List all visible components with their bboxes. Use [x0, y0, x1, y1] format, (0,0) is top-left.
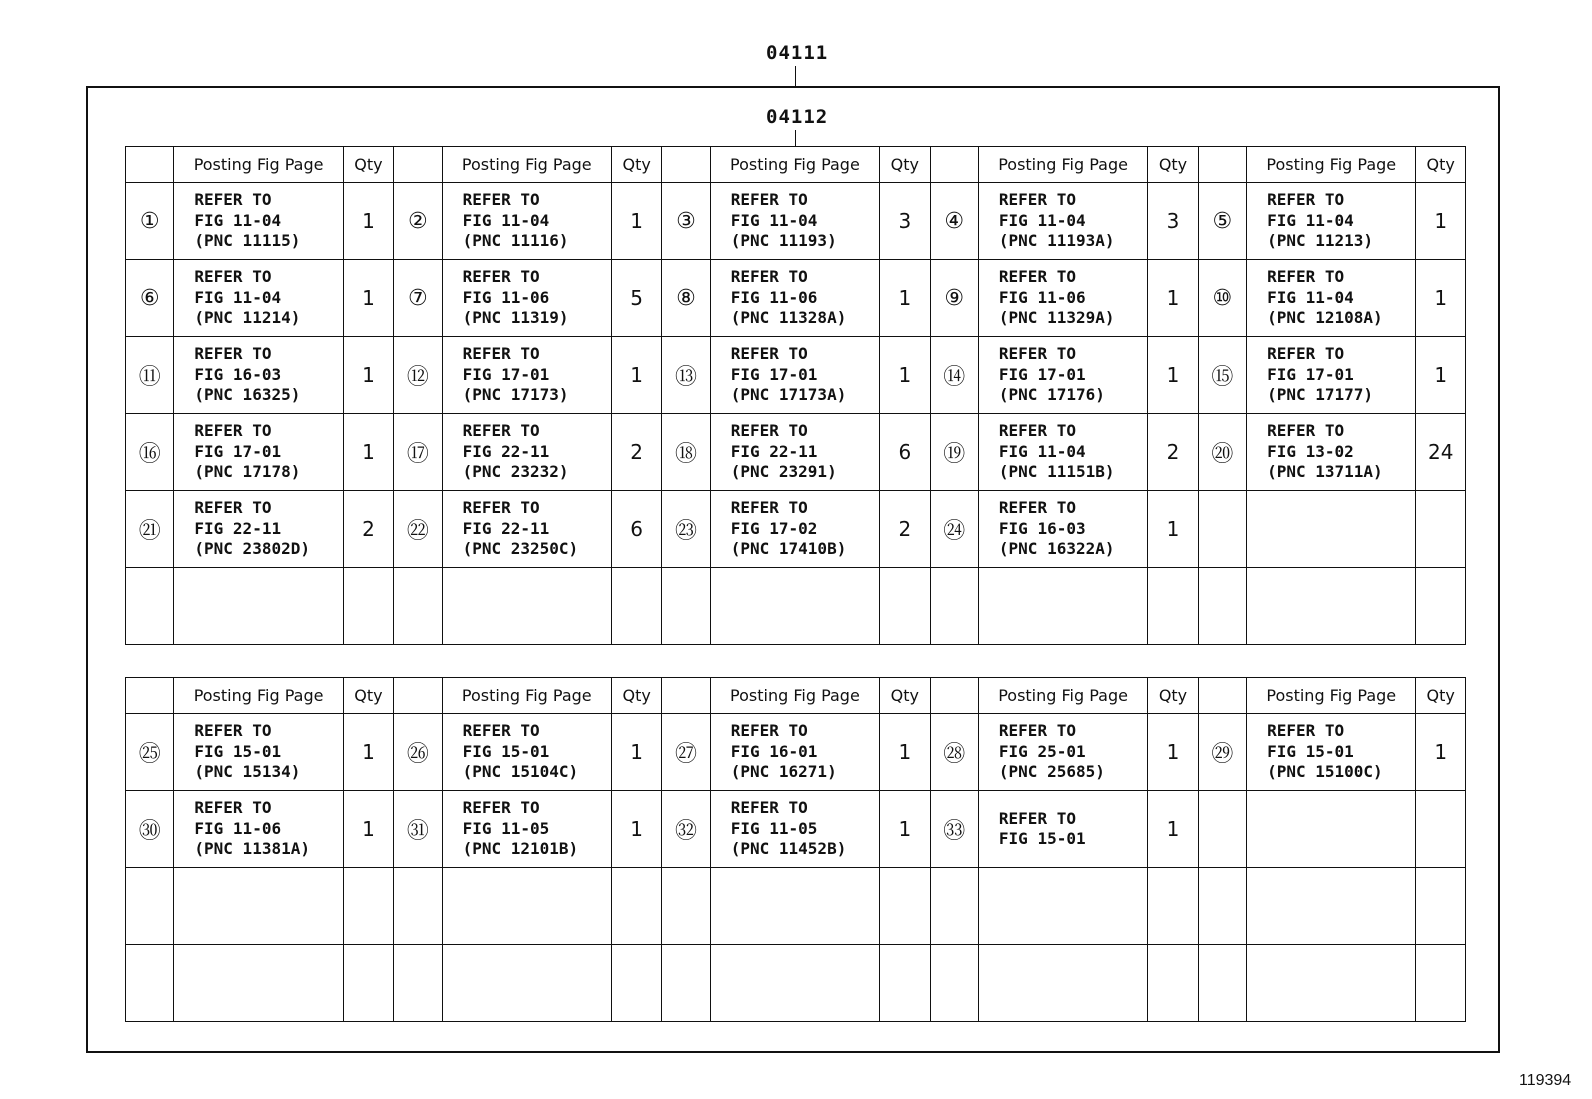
reference-fig: FIG 15-01 [998, 829, 1086, 848]
table-row [126, 791, 1466, 868]
item-qty: 1 [880, 791, 930, 868]
posting-reference [710, 337, 879, 414]
table-row [126, 868, 1466, 945]
posting-reference [1247, 491, 1416, 568]
reference-refer: REFER TO [1267, 344, 1345, 364]
item-qty: 2 [880, 491, 930, 568]
reference-pnc: (PNC 16325) [194, 385, 301, 405]
reference-pnc: (PNC 11319) [462, 308, 569, 328]
header-number-cell [394, 678, 442, 714]
header-number-cell [662, 147, 710, 183]
reference-pnc: (PNC 17410B) [730, 539, 847, 559]
posting-reference [442, 945, 611, 1022]
sub-kit-number-label: 04112 [766, 106, 829, 128]
parts-table-upper [125, 146, 1466, 645]
posting-reference [978, 868, 1147, 945]
posting-reference [1247, 183, 1416, 260]
item-number: ⑲ [930, 414, 978, 491]
item-number [1198, 868, 1246, 945]
item-number: ㉛ [394, 791, 442, 868]
item-qty: 1 [1148, 714, 1198, 791]
reference-pnc: (PNC 17178) [194, 462, 301, 482]
header-qty: Qty [880, 147, 930, 183]
item-number: ⑭ [930, 337, 978, 414]
reference-fig: FIG 17-02 [730, 518, 818, 538]
header-number-cell [1198, 678, 1246, 714]
reference-pnc: (PNC 11328A) [730, 308, 847, 328]
posting-reference [174, 945, 343, 1022]
item-qty: 1 [1148, 337, 1198, 414]
reference-pnc: (PNC 23232) [462, 462, 569, 482]
reference-refer: REFER TO [1267, 267, 1345, 287]
header-posting-fig-page: Posting Fig Page [174, 678, 343, 714]
posting-reference [710, 183, 879, 260]
posting-reference [1247, 337, 1416, 414]
item-number: ㉜ [662, 791, 710, 868]
posting-reference [978, 568, 1147, 645]
item-number: ⑥ [126, 260, 174, 337]
reference-fig: FIG 17-01 [194, 441, 282, 461]
posting-reference [1247, 414, 1416, 491]
table-row [126, 414, 1466, 491]
reference-fig: FIG 13-02 [1267, 441, 1354, 461]
item-qty: 2 [343, 491, 393, 568]
item-number [662, 945, 710, 1022]
reference-pnc: (PNC 15104C) [462, 762, 579, 782]
reference-refer: REFER TO [998, 190, 1076, 210]
reference-refer: REFER TO [998, 267, 1076, 287]
item-number: ㉑ [126, 491, 174, 568]
item-qty: 1 [343, 183, 393, 260]
item-number: ⑩ [1198, 260, 1246, 337]
reference-fig: FIG 11-06 [462, 287, 550, 307]
reference-pnc: (PNC 16322A) [998, 539, 1115, 559]
item-qty: 2 [1148, 414, 1198, 491]
item-qty [880, 568, 930, 645]
item-qty [1148, 568, 1198, 645]
header-qty: Qty [343, 147, 393, 183]
posting-reference [710, 714, 879, 791]
posting-reference [174, 791, 343, 868]
posting-reference [442, 337, 611, 414]
reference-refer: REFER TO [730, 421, 808, 441]
item-number: ㉗ [662, 714, 710, 791]
posting-reference [710, 945, 879, 1022]
item-number: ⑧ [662, 260, 710, 337]
reference-refer: REFER TO [462, 267, 540, 287]
item-number: ⑬ [662, 337, 710, 414]
reference-refer: REFER TO [194, 498, 272, 518]
header-posting-fig-page: Posting Fig Page [442, 678, 611, 714]
posting-reference [1247, 260, 1416, 337]
item-qty: 1 [1416, 183, 1466, 260]
reference-fig: FIG 11-06 [998, 287, 1086, 307]
reference-refer: REFER TO [730, 267, 808, 287]
header-posting-fig-page: Posting Fig Page [1247, 147, 1416, 183]
reference-refer: REFER TO [998, 721, 1076, 741]
table-header-row [126, 678, 1466, 714]
posting-reference [1247, 945, 1416, 1022]
posting-reference [442, 868, 611, 945]
item-number: ㉔ [930, 491, 978, 568]
item-number [1198, 568, 1246, 645]
item-number: ④ [930, 183, 978, 260]
item-number [930, 568, 978, 645]
header-qty: Qty [880, 678, 930, 714]
reference-fig: FIG 11-05 [730, 818, 818, 838]
item-number: ㉕ [126, 714, 174, 791]
posting-reference [174, 260, 343, 337]
header-posting-fig-page: Posting Fig Page [710, 147, 879, 183]
reference-refer: REFER TO [730, 498, 808, 518]
item-number: ㉓ [662, 491, 710, 568]
table-row [126, 714, 1466, 791]
item-qty [343, 568, 393, 645]
item-number: ㉝ [930, 791, 978, 868]
reference-refer: REFER TO [1267, 421, 1345, 441]
reference-pnc: (PNC 11214) [194, 308, 301, 328]
reference-pnc: (PNC 11329A) [998, 308, 1115, 328]
item-number [394, 568, 442, 645]
item-number [1198, 491, 1246, 568]
reference-refer: REFER TO [462, 190, 540, 210]
reference-fig: FIG 17-01 [730, 364, 818, 384]
item-qty: 1 [343, 414, 393, 491]
item-qty: 6 [880, 414, 930, 491]
posting-reference [1247, 568, 1416, 645]
kit-number-label: 04111 [766, 42, 829, 64]
posting-reference [442, 714, 611, 791]
reference-refer: REFER TO [730, 721, 808, 741]
item-qty: 1 [880, 337, 930, 414]
kit-leader-line [795, 66, 796, 86]
reference-refer: REFER TO [462, 344, 540, 364]
header-qty: Qty [343, 678, 393, 714]
reference-refer: REFER TO [194, 190, 272, 210]
item-number [662, 568, 710, 645]
item-qty: 3 [1148, 183, 1198, 260]
item-number: ㉖ [394, 714, 442, 791]
reference-fig: FIG 17-01 [462, 364, 550, 384]
item-number: ⑳ [1198, 414, 1246, 491]
item-qty: 1 [343, 714, 393, 791]
reference-fig: FIG 15-01 [1267, 741, 1354, 761]
table-header-row [126, 147, 1466, 183]
posting-reference [978, 260, 1147, 337]
reference-fig: FIG 11-04 [1267, 287, 1354, 307]
parts-table-lower [125, 677, 1466, 1022]
item-number [930, 868, 978, 945]
posting-reference [1247, 714, 1416, 791]
reference-pnc: (PNC 15134) [194, 762, 301, 782]
reference-refer: REFER TO [998, 808, 1076, 828]
reference-refer: REFER TO [194, 267, 272, 287]
header-qty: Qty [611, 678, 661, 714]
item-number [126, 568, 174, 645]
table-row [126, 568, 1466, 645]
reference-fig: FIG 17-01 [998, 364, 1086, 384]
reference-pnc: (PNC 11213) [1267, 231, 1374, 251]
item-qty: 1 [1416, 337, 1466, 414]
item-number: ⑦ [394, 260, 442, 337]
reference-pnc: (PNC 11151B) [998, 462, 1115, 482]
item-number: ⑪ [126, 337, 174, 414]
reference-refer: REFER TO [462, 421, 540, 441]
item-qty [611, 868, 661, 945]
posting-reference [1247, 868, 1416, 945]
item-qty [1416, 491, 1466, 568]
reference-fig: FIG 11-06 [730, 287, 818, 307]
reference-fig: FIG 11-04 [194, 210, 282, 230]
reference-pnc: (PNC 17173) [462, 385, 569, 405]
posting-reference [978, 714, 1147, 791]
reference-refer: REFER TO [194, 721, 272, 741]
posting-reference [174, 491, 343, 568]
posting-reference [174, 337, 343, 414]
illustration-code: 119394 [1519, 1072, 1572, 1089]
reference-fig: FIG 15-01 [462, 741, 550, 761]
item-qty: 3 [880, 183, 930, 260]
header-posting-fig-page: Posting Fig Page [710, 678, 879, 714]
item-number [1198, 791, 1246, 868]
posting-reference [710, 568, 879, 645]
item-number: ⑫ [394, 337, 442, 414]
header-qty: Qty [1416, 678, 1466, 714]
posting-reference [442, 183, 611, 260]
item-number: ㉒ [394, 491, 442, 568]
item-number: ② [394, 183, 442, 260]
item-number: ⑯ [126, 414, 174, 491]
item-qty [1148, 868, 1198, 945]
reference-refer: REFER TO [1267, 190, 1345, 210]
item-number: ⑨ [930, 260, 978, 337]
item-qty: 24 [1416, 414, 1466, 491]
reference-fig: FIG 11-04 [998, 210, 1086, 230]
reference-pnc: (PNC 23291) [730, 462, 837, 482]
reference-refer: REFER TO [730, 190, 808, 210]
reference-refer: REFER TO [998, 498, 1076, 518]
header-number-cell [394, 147, 442, 183]
item-qty: 1 [343, 791, 393, 868]
item-qty [880, 945, 930, 1022]
table-row [126, 183, 1466, 260]
reference-fig: FIG 11-04 [730, 210, 818, 230]
item-number: ㉙ [1198, 714, 1246, 791]
item-qty: 1 [611, 183, 661, 260]
item-number: ⑱ [662, 414, 710, 491]
table-row [126, 945, 1466, 1022]
item-qty [1416, 791, 1466, 868]
reference-pnc: (PNC 11381A) [194, 839, 310, 859]
reference-refer: REFER TO [194, 798, 272, 818]
posting-reference [978, 183, 1147, 260]
reference-pnc: (PNC 11193) [730, 231, 837, 251]
header-posting-fig-page: Posting Fig Page [442, 147, 611, 183]
header-qty: Qty [1416, 147, 1466, 183]
item-number: ㉘ [930, 714, 978, 791]
reference-fig: FIG 16-03 [998, 518, 1086, 538]
posting-reference [174, 714, 343, 791]
reference-pnc: (PNC 15100C) [1267, 762, 1383, 782]
item-number: ⑤ [1198, 183, 1246, 260]
reference-pnc: (PNC 17176) [998, 385, 1105, 405]
item-qty [1416, 868, 1466, 945]
item-qty: 5 [611, 260, 661, 337]
reference-pnc: (PNC 11193A) [998, 231, 1115, 251]
reference-pnc: (PNC 23802D) [194, 539, 310, 559]
posting-reference [978, 491, 1147, 568]
item-number [126, 868, 174, 945]
posting-reference [174, 183, 343, 260]
reference-pnc: (PNC 13711A) [1267, 462, 1383, 482]
posting-reference [978, 945, 1147, 1022]
header-number-cell [662, 678, 710, 714]
item-qty [611, 568, 661, 645]
reference-pnc: (PNC 16271) [730, 762, 837, 782]
item-qty: 1 [343, 337, 393, 414]
reference-refer: REFER TO [194, 344, 272, 364]
reference-refer: REFER TO [1267, 721, 1345, 741]
posting-reference [710, 491, 879, 568]
header-number-cell [930, 147, 978, 183]
header-qty: Qty [611, 147, 661, 183]
reference-pnc: (PNC 17173A) [730, 385, 847, 405]
posting-reference [978, 337, 1147, 414]
posting-reference [710, 868, 879, 945]
reference-pnc: (PNC 11116) [462, 231, 569, 251]
header-posting-fig-page: Posting Fig Page [978, 678, 1147, 714]
header-posting-fig-page: Posting Fig Page [174, 147, 343, 183]
reference-fig: FIG 17-01 [1267, 364, 1354, 384]
posting-reference [174, 868, 343, 945]
header-posting-fig-page: Posting Fig Page [978, 147, 1147, 183]
posting-reference [710, 791, 879, 868]
reference-fig: FIG 11-04 [462, 210, 550, 230]
reference-refer: REFER TO [730, 798, 808, 818]
header-number-cell [1198, 147, 1246, 183]
header-number-cell [126, 678, 174, 714]
item-qty [1416, 945, 1466, 1022]
posting-reference [442, 568, 611, 645]
posting-reference [442, 491, 611, 568]
table-row [126, 491, 1466, 568]
item-number: ③ [662, 183, 710, 260]
reference-fig: FIG 11-04 [194, 287, 282, 307]
reference-fig: FIG 22-11 [462, 441, 550, 461]
reference-fig: FIG 22-11 [194, 518, 282, 538]
header-number-cell [930, 678, 978, 714]
reference-pnc: (PNC 12108A) [1267, 308, 1383, 328]
posting-reference [174, 568, 343, 645]
item-number [930, 945, 978, 1022]
posting-reference [1247, 791, 1416, 868]
item-qty: 1 [1148, 791, 1198, 868]
item-qty [343, 868, 393, 945]
item-qty: 1 [880, 714, 930, 791]
posting-reference [978, 791, 1147, 868]
item-qty [1416, 568, 1466, 645]
reference-refer: REFER TO [194, 421, 272, 441]
reference-fig: FIG 11-04 [1267, 210, 1354, 230]
reference-fig: FIG 11-06 [194, 818, 282, 838]
reference-refer: REFER TO [998, 421, 1076, 441]
item-number [126, 945, 174, 1022]
reference-fig: FIG 22-11 [462, 518, 550, 538]
reference-fig: FIG 16-03 [194, 364, 282, 384]
item-qty: 2 [611, 414, 661, 491]
reference-fig: FIG 16-01 [730, 741, 818, 761]
posting-reference [442, 260, 611, 337]
header-number-cell [126, 147, 174, 183]
item-number [394, 945, 442, 1022]
reference-fig: FIG 25-01 [998, 741, 1086, 761]
posting-reference [442, 791, 611, 868]
item-number: ⑰ [394, 414, 442, 491]
item-qty: 1 [611, 337, 661, 414]
posting-reference [442, 414, 611, 491]
item-number: ㉚ [126, 791, 174, 868]
reference-pnc: (PNC 17177) [1267, 385, 1374, 405]
reference-refer: REFER TO [462, 721, 540, 741]
item-qty: 1 [1148, 260, 1198, 337]
item-qty: 1 [1416, 714, 1466, 791]
item-number [1198, 945, 1246, 1022]
item-qty: 1 [611, 791, 661, 868]
table-row [126, 260, 1466, 337]
reference-refer: REFER TO [462, 498, 540, 518]
item-qty: 1 [343, 260, 393, 337]
reference-fig: FIG 11-05 [462, 818, 550, 838]
posting-reference [174, 414, 343, 491]
item-number [394, 868, 442, 945]
reference-fig: FIG 15-01 [194, 741, 282, 761]
reference-fig: FIG 22-11 [730, 441, 818, 461]
reference-pnc: (PNC 11115) [194, 231, 301, 251]
item-qty: 1 [1148, 491, 1198, 568]
item-qty: 1 [1416, 260, 1466, 337]
item-number: ① [126, 183, 174, 260]
posting-reference [710, 414, 879, 491]
item-qty [1148, 945, 1198, 1022]
item-qty: 6 [611, 491, 661, 568]
reference-pnc: (PNC 12101B) [462, 839, 579, 859]
item-qty [343, 945, 393, 1022]
reference-pnc: (PNC 23250C) [462, 539, 579, 559]
header-posting-fig-page: Posting Fig Page [1247, 678, 1416, 714]
posting-reference [978, 414, 1147, 491]
item-number: ⑮ [1198, 337, 1246, 414]
sub-kit-leader-line [795, 130, 796, 146]
item-qty [611, 945, 661, 1022]
header-qty: Qty [1148, 147, 1198, 183]
item-qty [880, 868, 930, 945]
reference-refer: REFER TO [998, 344, 1076, 364]
table-row [126, 337, 1466, 414]
reference-refer: REFER TO [462, 798, 540, 818]
reference-pnc: (PNC 11452B) [730, 839, 847, 859]
header-qty: Qty [1148, 678, 1198, 714]
item-qty: 1 [611, 714, 661, 791]
reference-pnc: (PNC 25685) [998, 762, 1105, 782]
item-number [662, 868, 710, 945]
item-qty: 1 [880, 260, 930, 337]
reference-refer: REFER TO [730, 344, 808, 364]
reference-fig: FIG 11-04 [998, 441, 1086, 461]
posting-reference [710, 260, 879, 337]
